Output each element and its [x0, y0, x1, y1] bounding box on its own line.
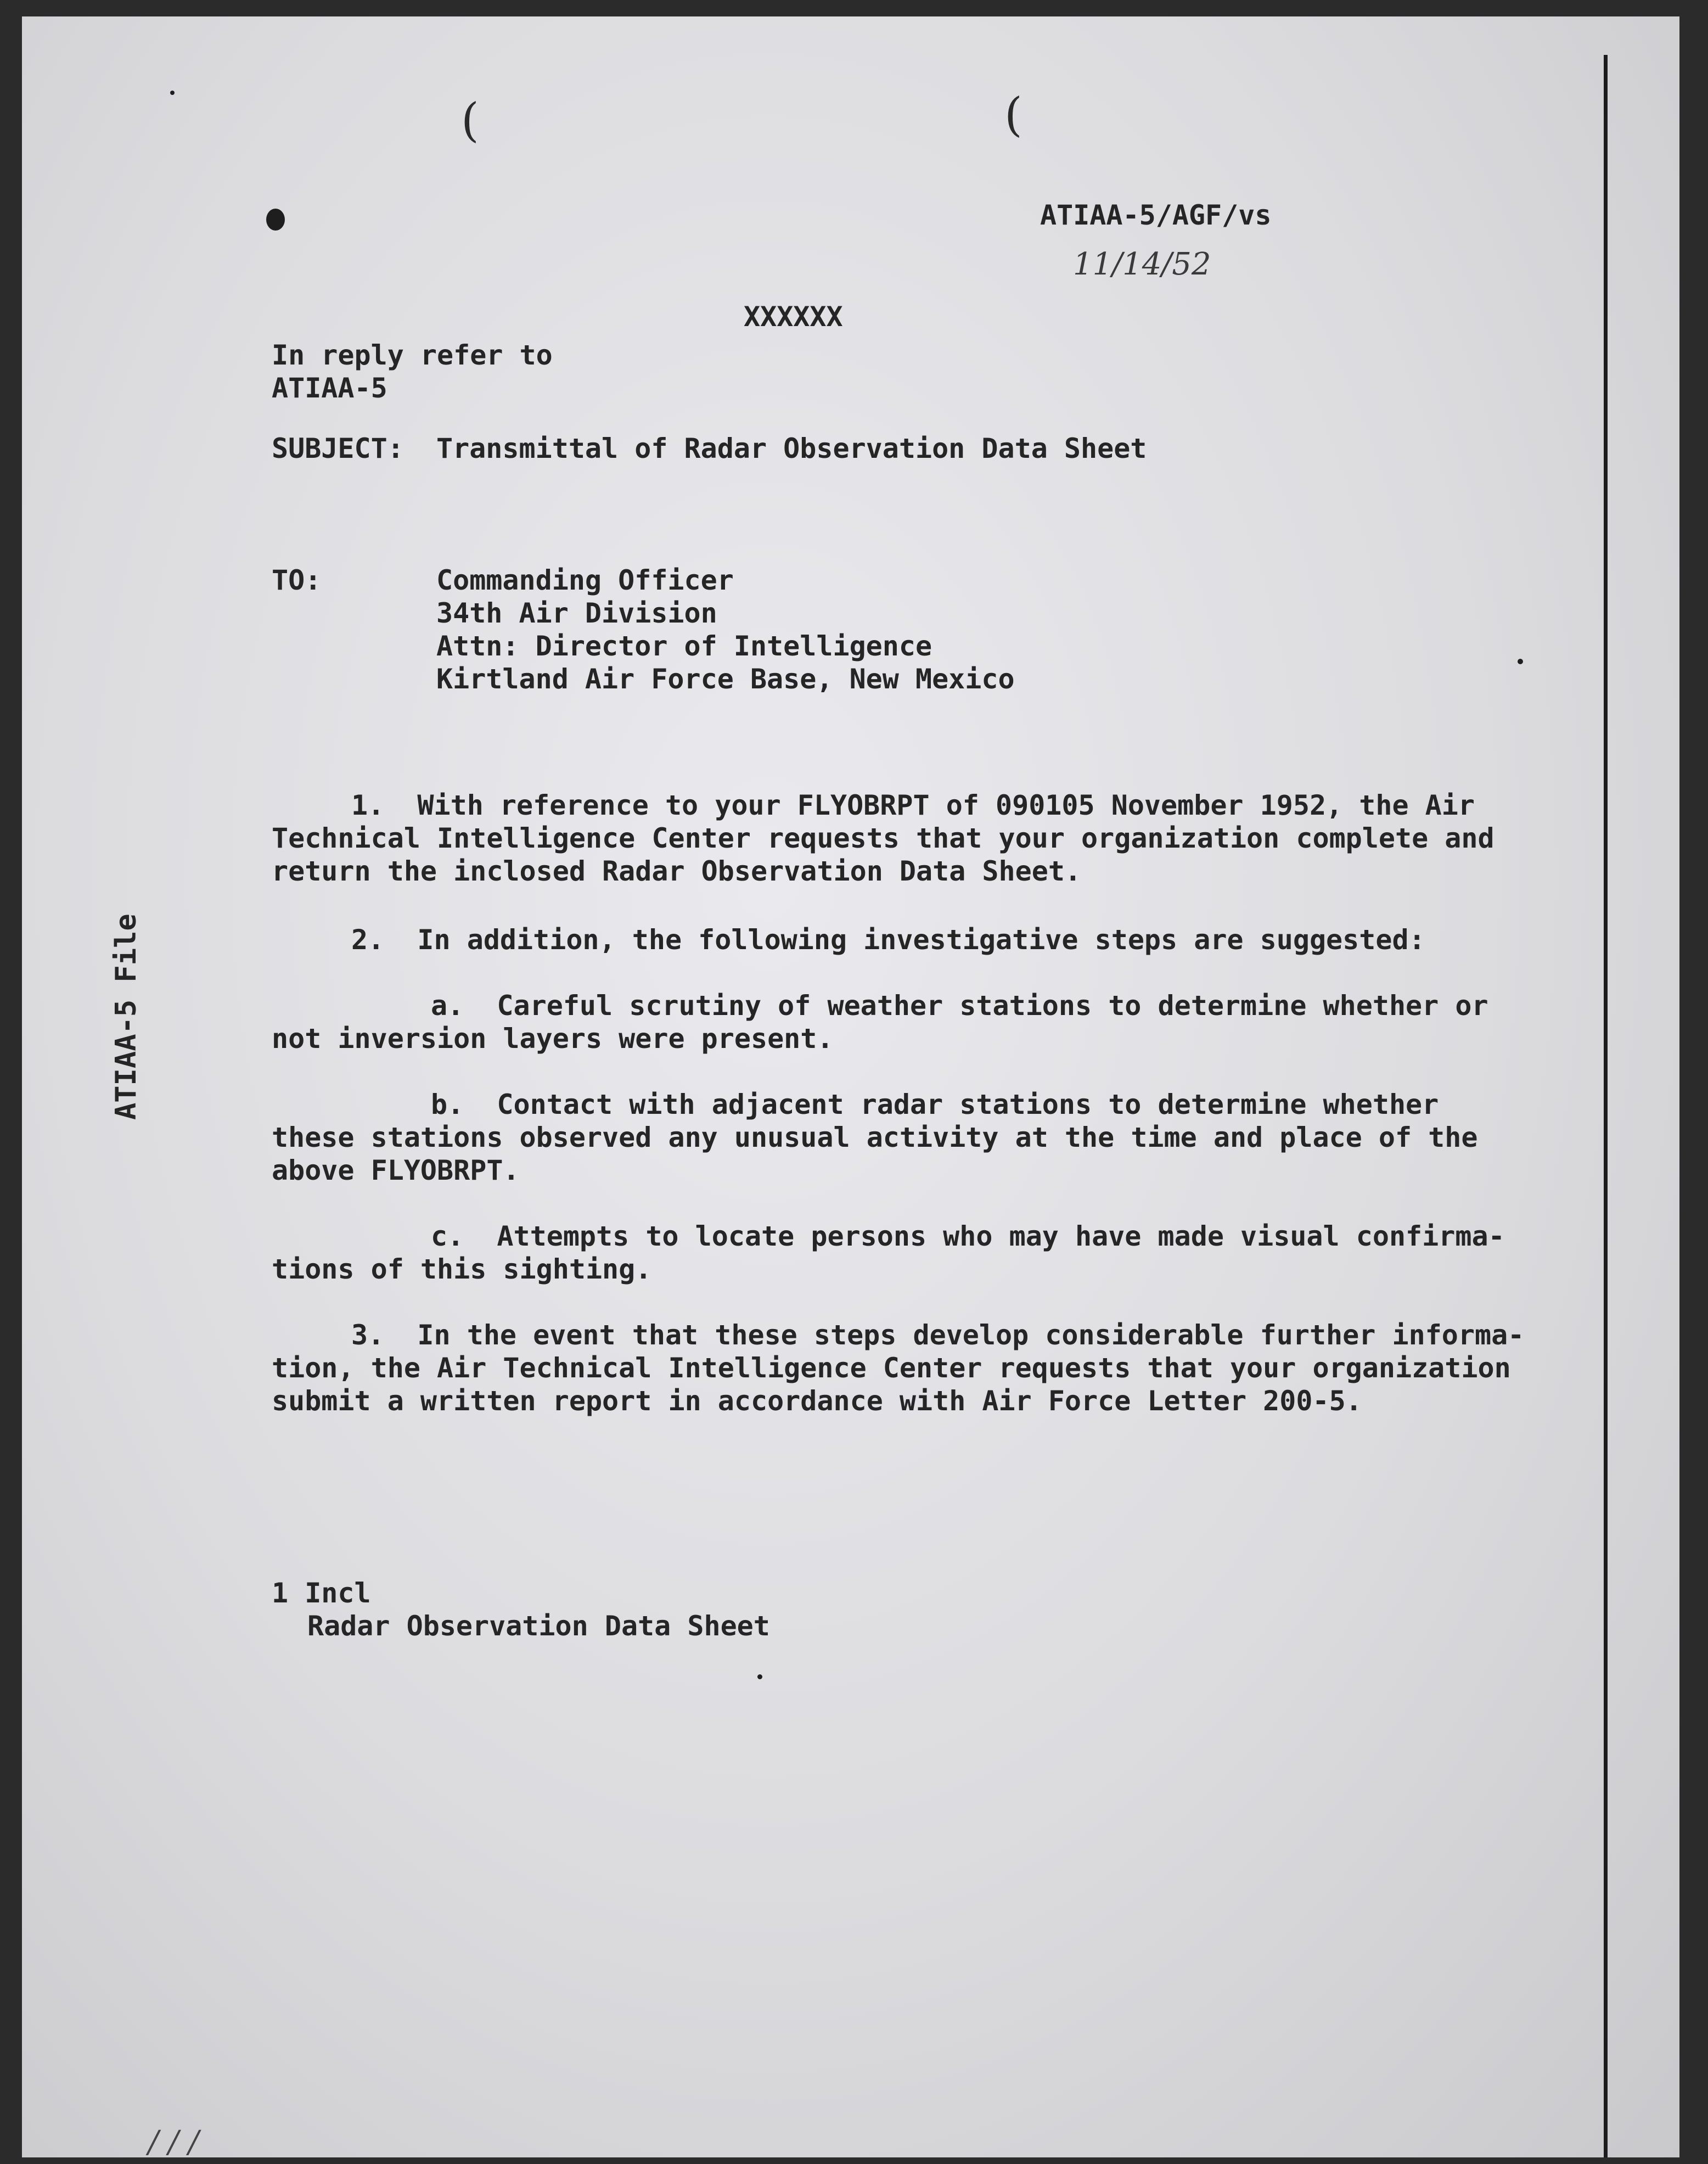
file-symbol: ATIAA-5/AGF/vs [1040, 199, 1272, 231]
paragraph-2: 2. In addition, the following investigative steps are suggested: [351, 924, 1425, 956]
punch-hole-mark: ( [461, 93, 479, 147]
paragraph-1-line: Technical Intelligence Center requests that your organization complete and [272, 822, 1494, 854]
subparagraph-b-line: these stations observed any unusual activity at the time and place of the [272, 1122, 1478, 1153]
subparagraph-a-line: not inversion layers were present. [272, 1023, 834, 1055]
subparagraph-b-line: above FLYOBRPT. [272, 1154, 520, 1186]
subparagraph-a-line: a. Careful scrutiny of weather stations to determine whether or [431, 990, 1488, 1022]
to-label: TO: [272, 564, 322, 596]
paragraph-3-line: submit a written report in accordance with Air Force Letter 200-5. [272, 1385, 1362, 1417]
paragraph-3-line: 3. In the event that these steps develop considerable further informa- [351, 1319, 1525, 1351]
document-page [22, 16, 1679, 2160]
subparagraph-b-line: b. Contact with adjacent radar stations to determine whether [431, 1089, 1439, 1120]
speck [757, 1674, 762, 1679]
struck-heading: XXXXXX [744, 301, 843, 333]
punch-hole-mark: ( [1004, 88, 1022, 142]
paragraph-1-line: return the inclosed Radar Observation Data Sheet. [272, 855, 1082, 887]
ink-blot [266, 209, 285, 231]
reply-label: In reply refer to [272, 339, 553, 371]
subject-label: SUBJECT: [272, 433, 404, 464]
handwritten-date: 11/14/52 [1073, 246, 1211, 282]
inclosure-item: Radar Observation Data Sheet [307, 1610, 770, 1642]
speck [170, 91, 175, 95]
speck [1518, 659, 1523, 664]
paragraph-3-line: tion, the Air Technical Intelligence Center requests that your organization [272, 1352, 1511, 1384]
margin-file-note: ATIAA-5 File [110, 913, 143, 1120]
addressee-line: Kirtland Air Force Base, New Mexico [436, 663, 1015, 695]
addressee-line: Attn: Director of Intelligence [436, 630, 932, 662]
subparagraph-c-line: c. Attempts to locate persons who may have made visual confirma- [431, 1220, 1505, 1252]
paragraph-1-line: 1. With reference to your FLYOBRPT of 090105 November 1952, the Air [351, 789, 1475, 821]
subject-text: Transmittal of Radar Observation Data Sheet [436, 433, 1147, 464]
subparagraph-c-line: tions of this sighting. [272, 1253, 652, 1285]
page-edge-shadow [1604, 55, 1608, 2157]
reply-code: ATIAA-5 [272, 372, 387, 404]
inclosure-count: 1 Incl [272, 1577, 371, 1609]
addressee-line: Commanding Officer [436, 564, 734, 596]
bottom-scribble: / / / [148, 2124, 199, 2160]
addressee-line: 34th Air Division [436, 597, 717, 629]
